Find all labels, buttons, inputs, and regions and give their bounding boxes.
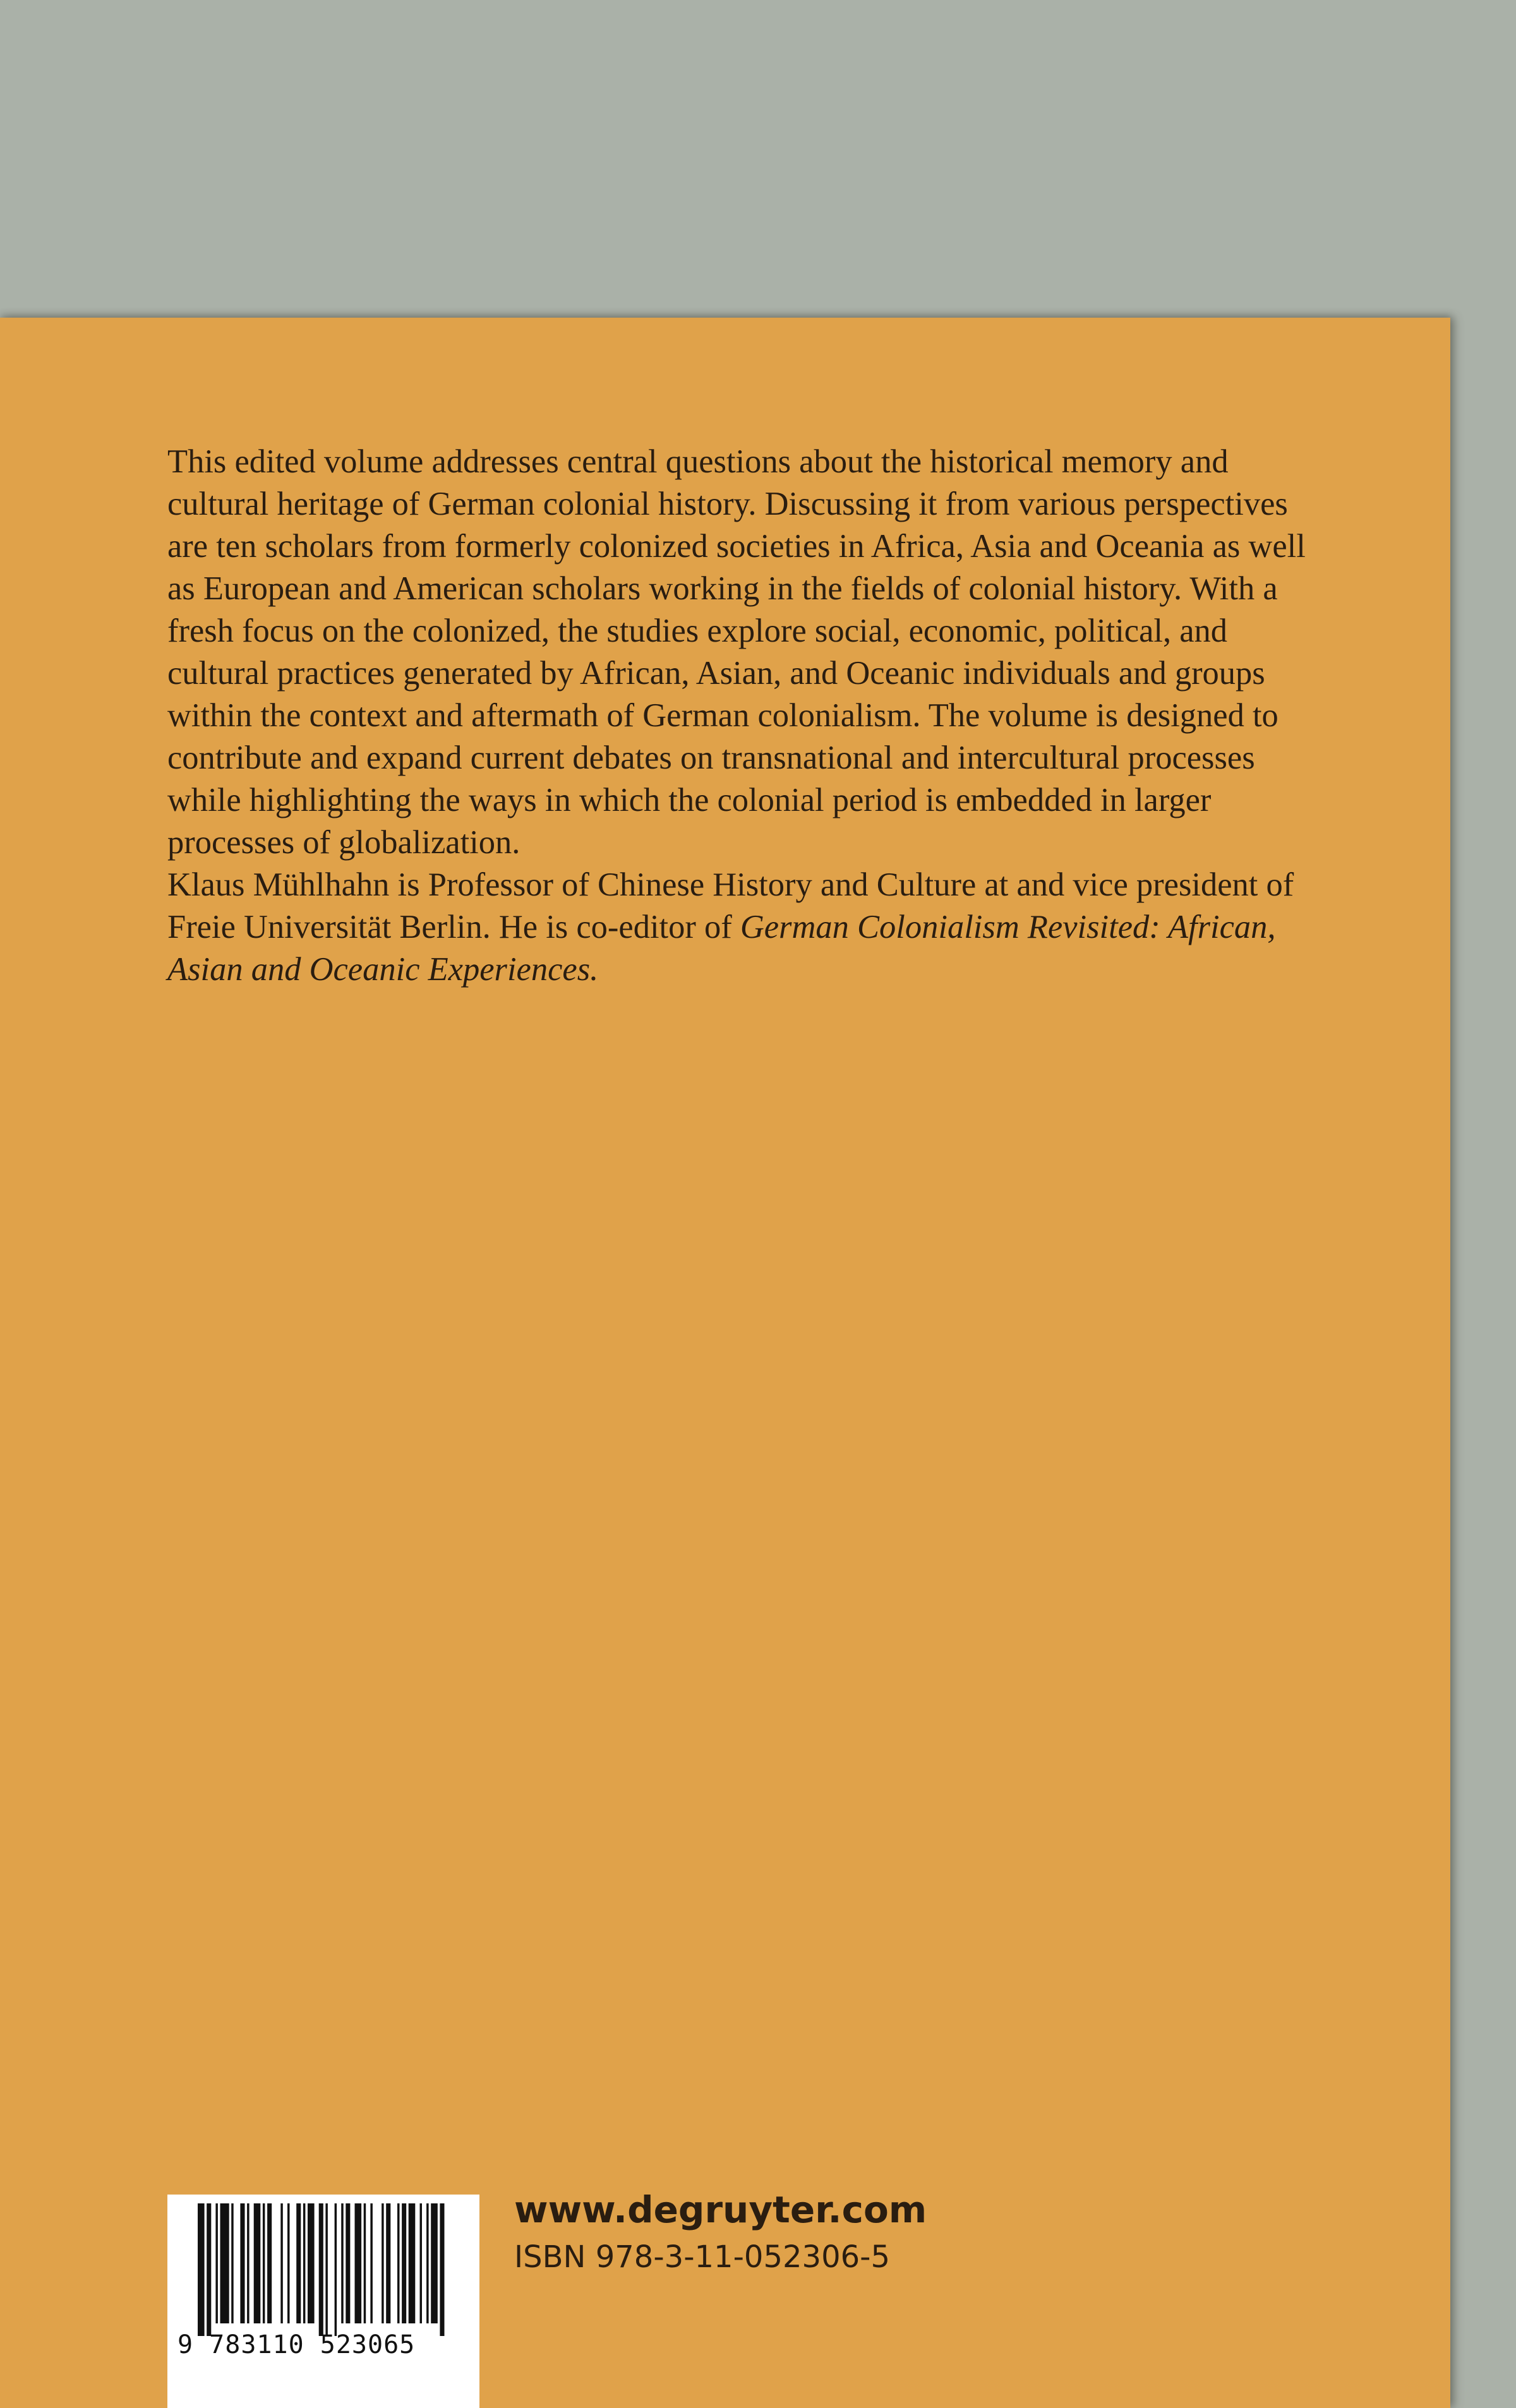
- barcode-bar: [247, 2203, 250, 2323]
- publisher-website: www.degruyter.com: [514, 2188, 927, 2231]
- book-description: This edited volume addresses central questions about the historical memory and cultural heritage of German colonial history. Discussing it from various perspectives are ten scholars from formerly colonized societies in Africa, Asia and Oceania as well as European and American scholars working in the fields of colonial history. With a fresh focus on the colonized, the studies explore social, economic, political, and cultural practices generated by African, Asian, and Oceanic individuals and groups within the context and aftermath of German colonialism. The volume is designed to contribute and expand current debates on transnational and intercultural processes while highlighting the ways in which the colonial period is embedded in larger processes of globalization.: [167, 443, 1306, 861]
- barcode-bar: [296, 2203, 301, 2323]
- barcode-digits: 9 783110 523065: [177, 2330, 416, 2359]
- barcode-bar: [335, 2203, 337, 2336]
- barcode-bar: [303, 2203, 306, 2323]
- barcode-bar: [263, 2203, 265, 2323]
- book-title-reference: German Colonialism Revisited: African, Asian and Oceanic Experiences.: [167, 909, 1276, 988]
- barcode-bar: [267, 2203, 272, 2323]
- barcode-bar: [231, 2203, 234, 2323]
- barcode-bar: [426, 2203, 429, 2323]
- barcode-bar: [198, 2203, 205, 2336]
- barcode-bar: [397, 2203, 400, 2323]
- barcode-bar: [215, 2203, 218, 2323]
- barcode-bar: [382, 2203, 384, 2323]
- isbn-barcode: [167, 2195, 479, 2408]
- barcode-bar: [364, 2203, 366, 2323]
- book-back-cover: [0, 318, 1450, 2408]
- barcode-bar: [346, 2203, 350, 2323]
- barcode-bar: [325, 2203, 328, 2336]
- barcode-bar: [370, 2203, 373, 2323]
- barcode-bars: [167, 2195, 479, 2408]
- barcode-bar: [280, 2203, 283, 2323]
- isbn-number: ISBN 978-3-11-052306-5: [514, 2239, 891, 2275]
- author-bio: [167, 864, 1323, 991]
- barcode-bar: [440, 2203, 444, 2336]
- author-bio-text: Klaus Mühlhahn is Professor of Chinese History and Culture at and vice president of Freie Universität Berlin. He is co-editor of: [167, 866, 1294, 945]
- barcode-bar: [386, 2203, 390, 2323]
- barcode-bar: [220, 2203, 229, 2323]
- barcode-bar: [420, 2203, 423, 2323]
- barcode-bar: [240, 2203, 244, 2323]
- barcode-bar: [308, 2203, 315, 2323]
- barcode-bar: [319, 2203, 323, 2336]
- barcode-bar: [409, 2203, 416, 2323]
- barcode-bar: [402, 2203, 406, 2323]
- barcode-bar: [341, 2203, 344, 2323]
- cover-blurb: [167, 441, 1323, 991]
- barcode-bar: [254, 2203, 261, 2323]
- barcode-bar: [207, 2203, 211, 2336]
- barcode-bar: [431, 2203, 438, 2323]
- barcode-bar: [287, 2203, 290, 2323]
- barcode-bar: [355, 2203, 362, 2323]
